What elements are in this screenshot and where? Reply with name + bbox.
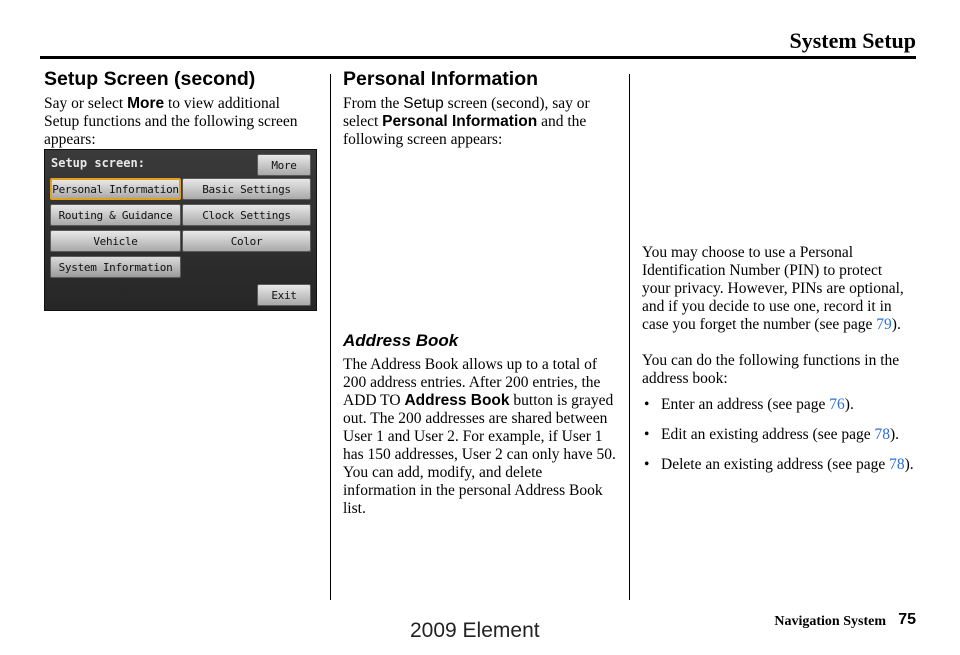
column-divider-2	[629, 74, 630, 600]
address-book-keyword: Address Book	[404, 392, 510, 409]
watermark-text: 2009 Element	[410, 619, 540, 642]
page-link-76[interactable]: 76	[829, 396, 845, 413]
list-item: • Delete an existing address (see page 78).	[642, 456, 914, 474]
page-link-79[interactable]: 79	[876, 316, 892, 333]
pin-paragraph: You may choose to use a Personal Identification Number (PIN) to protect your privacy. However, PINs are optional, and if you decide to use one, record it in case you forget the number (see page 79).	[642, 244, 904, 333]
screen-title: Setup screen:	[51, 156, 145, 170]
address-book-paragraph-1: The Address Book allows up to a total of 200 address entries. After 200 entries, the ADD TO Address Book button is grayed out. The 200 addresses are shared between User 1 and User 2. For example, if User 1 has 150 addresses, User 2 can only have 50.	[343, 356, 616, 463]
setup-intro-text: Say or select More to view additional Setup functions and the following screen appears:	[44, 95, 298, 148]
address-book-paragraph-2: You can add, modify, and delete information in the personal Address Book list.	[343, 464, 603, 517]
column-pin-info	[642, 244, 914, 486]
routing-guidance-button[interactable]: Routing & Guidance	[50, 204, 181, 226]
section-heading-setup-screen: Setup Screen (second)	[44, 68, 256, 90]
personal-information-intro: From the Setup screen (second), say or select Personal Information and the following screen appears:	[343, 95, 590, 148]
personal-information-button[interactable]: Personal Information	[50, 178, 181, 200]
footer-section-name: Navigation System	[774, 614, 886, 629]
header-rule	[40, 56, 916, 59]
personal-information-keyword: Personal Information	[382, 113, 538, 130]
column-personal-information	[343, 66, 618, 518]
exit-button[interactable]: Exit	[257, 284, 311, 306]
functions-paragraph: You can do the following functions in the address book:	[642, 352, 900, 387]
setup-screen-image	[44, 149, 317, 311]
vehicle-button[interactable]: Vehicle	[50, 230, 181, 252]
more-button[interactable]: More	[257, 154, 311, 176]
system-information-button[interactable]: System Information	[50, 256, 181, 278]
page-header-title: System Setup	[789, 28, 916, 53]
section-heading-personal-information: Personal Information	[343, 68, 539, 90]
functions-list	[642, 396, 914, 474]
page-link-78[interactable]: 78	[874, 426, 890, 443]
setup-keyword: Setup	[403, 95, 444, 112]
list-item: • Edit an existing address (see page 78).	[642, 426, 914, 444]
list-item: • Enter an address (see page 76).	[642, 396, 914, 414]
page-number: 75	[898, 611, 916, 628]
column-setup-screen	[44, 66, 319, 149]
basic-settings-button[interactable]: Basic Settings	[182, 178, 311, 200]
page-link-78[interactable]: 78	[889, 456, 905, 473]
color-button[interactable]: Color	[182, 230, 311, 252]
clock-settings-button[interactable]: Clock Settings	[182, 204, 311, 226]
column-divider-1	[330, 74, 331, 600]
address-book-heading: Address Book	[343, 331, 459, 350]
more-keyword: More	[127, 95, 165, 112]
